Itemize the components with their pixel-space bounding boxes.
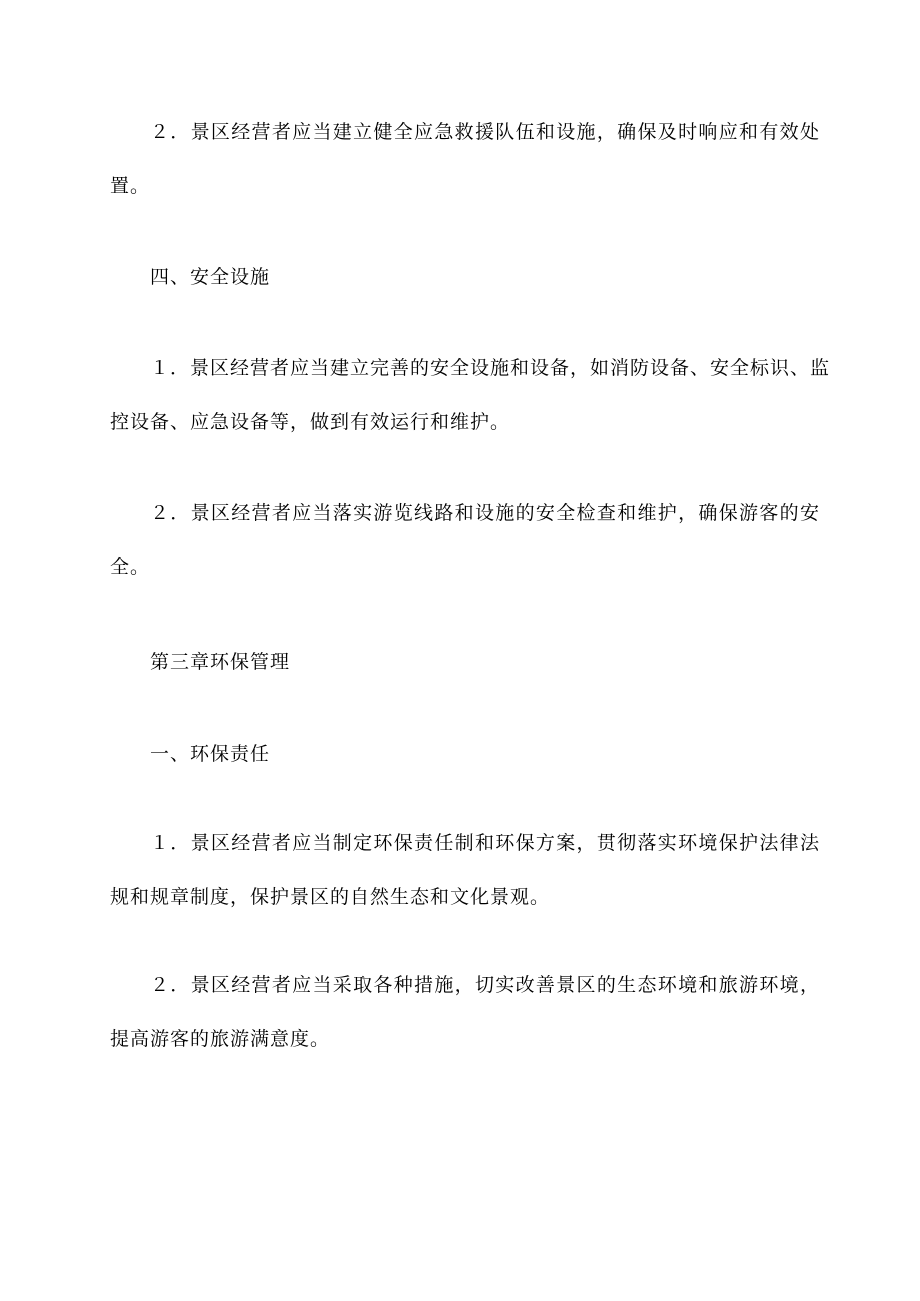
section-heading-environmental-responsibility [150, 739, 750, 769]
paragraph-safety-inspection [110, 486, 820, 594]
heading-text: 四、安全设施 [150, 266, 271, 288]
heading-text: 第三章环保管理 [150, 651, 291, 673]
paragraph-safety-equipment [110, 341, 831, 449]
paragraph-line: ２．景区经营者应当落实游览线路和设施的安全检查和维护，确保游客的安 [150, 502, 820, 524]
paragraph-ecological-improvement [110, 958, 820, 1066]
paragraph-line: 全。 [110, 556, 151, 578]
paragraph-line: １．景区经营者应当建立完善的安全设施和设备，如消防设备、安全标识、监 [150, 357, 831, 379]
paragraph-line: 规和规章制度，保护景区的自然生态和文化景观。 [110, 886, 551, 908]
heading-text: 一、环保责任 [150, 743, 271, 765]
paragraph-line: 提高游客的旅游满意度。 [110, 1028, 331, 1050]
paragraph-line: ２．景区经营者应当采取各种措施，切实改善景区的生态环境和旅游环境， [150, 974, 820, 996]
paragraph-line: ２．景区经营者应当建立健全应急救援队伍和设施，确保及时响应和有效处 [150, 121, 820, 143]
section-heading-safety-facilities [150, 262, 750, 292]
paragraph-line: 置。 [110, 175, 151, 197]
paragraph-line: １．景区经营者应当制定环保责任制和环保方案，贯彻落实环境保护法律法 [150, 832, 820, 854]
paragraph-emergency-rescue [110, 105, 820, 213]
chapter-heading-environmental-management [150, 647, 750, 677]
paragraph-line: 控设备、应急设备等，做到有效运行和维护。 [110, 411, 511, 433]
paragraph-environmental-responsibility [110, 816, 820, 924]
